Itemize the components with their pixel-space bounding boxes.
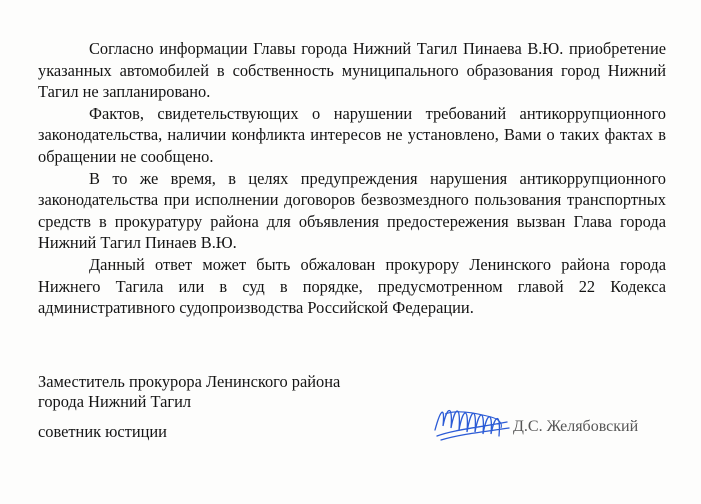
signatory-rank: советник юстиции xyxy=(38,422,167,441)
paragraph-warning-issued: В то же время, в целях предупреждения нарушения антикоррупционного законодательства при исполнении договоров безвозмездного пользования транспортных средств в прокуратуру района для объявления предостережения вызван Глава города Нижний Тагил Пинаев В.Ю. xyxy=(38,168,666,253)
handwritten-signature xyxy=(431,400,513,446)
signatory-position-line2: города Нижний Тагил xyxy=(38,392,192,411)
letter-body xyxy=(38,38,666,319)
paragraph-purchase-not-planned: Согласно информации Главы города Нижний Тагил Пинаева В.Ю. приобретение указанных автомобилей в собственность муниципального образования город Нижний Тагил не запланировано. xyxy=(38,39,666,102)
signature-stroke xyxy=(435,411,509,441)
signatory-position xyxy=(38,372,340,412)
signatory-position-line1: Заместитель прокурора Ленинского района xyxy=(38,372,341,391)
signatory-name: Д.С. Желябовский xyxy=(513,418,639,435)
paragraph-appeal-procedure: Данный ответ может быть обжалован прокурору Ленинского района города Нижнего Тагила или в суд в порядке, предусмотренном главой 22 Кодекса административного судопроизводства Российской Федерации. xyxy=(38,254,666,318)
paragraph-no-violations: Фактов, свидетельствующих о нарушении требований антикоррупционного законодательства, наличии конфликта интересов не установлено, Вами о таких фактах в обращении не сообщено. xyxy=(38,103,666,166)
